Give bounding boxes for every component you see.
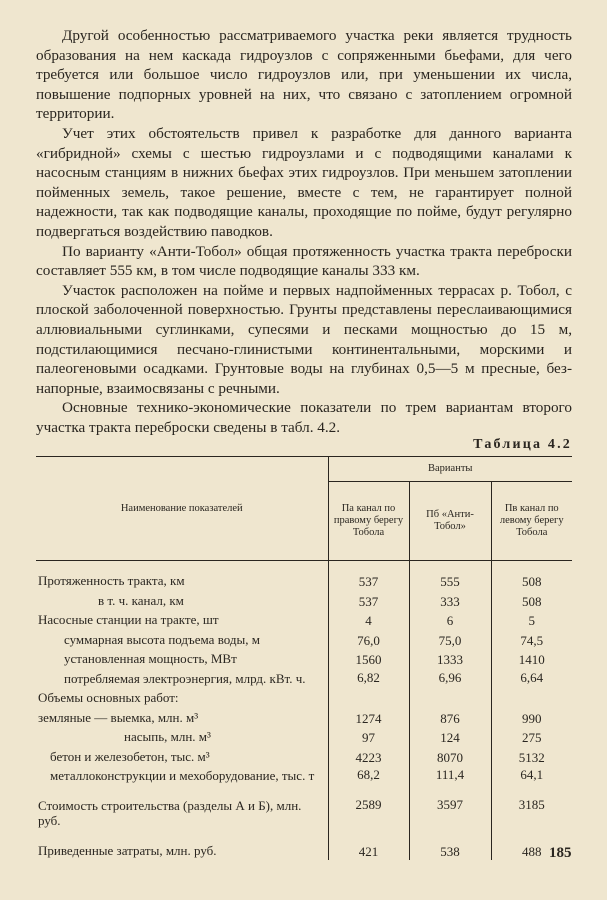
row-label: Объемы основных работ: <box>38 690 179 706</box>
table-row <box>36 571 572 591</box>
header-col-2: Пб «Анти-Тобол» <box>409 482 491 561</box>
cell: 537 <box>328 591 409 611</box>
cell: 1410 <box>491 649 572 669</box>
data-table <box>36 456 572 860</box>
paragraph-3: По варианту «Анти-Тобол» общая протяженность участка тракта переброски составляет 555 км, в том числе подводящие каналы 333 км. <box>36 242 572 280</box>
table-row <box>36 747 572 767</box>
cell: 275 <box>491 727 572 747</box>
cell: 990 <box>491 708 572 728</box>
table-row <box>36 766 572 786</box>
header-name: Наименование показателей <box>36 457 328 561</box>
row-label: Стоимость строительства (разделы А и Б), млн. руб. <box>38 797 302 829</box>
cell: 97 <box>328 727 409 747</box>
paragraph-5: Основные технико-экономические показатели по трем вариантам второго участка тракта переброски сведены в табл. 4.2. <box>36 399 572 436</box>
row-label: Приведенные затраты, млн. руб. <box>38 842 217 858</box>
cell: 4 <box>328 610 409 630</box>
table-row <box>36 649 572 669</box>
cell: 75,0 <box>409 630 491 650</box>
table-row <box>36 796 572 831</box>
row-label: установленная мощность, МВт <box>64 651 237 667</box>
table-row <box>36 841 572 861</box>
header-col-3: Пв канал по левому берегу Тобола <box>491 482 572 561</box>
cell: 6,82 <box>328 669 409 689</box>
cell <box>491 688 572 708</box>
cell: 2589 <box>328 796 409 831</box>
cell <box>409 688 491 708</box>
cell: 8070 <box>409 747 491 767</box>
row-label: потребляемая электроэнергия, млрд. кВт. ч. <box>64 670 306 686</box>
page-number: 185 <box>549 845 572 861</box>
cell: 488 <box>491 841 572 861</box>
cell: 111,4 <box>409 766 491 786</box>
cell: 538 <box>409 841 491 861</box>
table-row <box>36 708 572 728</box>
cell: 5 <box>491 610 572 630</box>
header-group: Варианты <box>328 457 572 482</box>
cell: 4223 <box>328 747 409 767</box>
table-row <box>36 591 572 611</box>
paragraph-2: Учет этих обстоятельств привел к разработке для данного варианта «гибридной» схемы с шестью гидроузлами и с подводящими каналами к насосным станциям в нижних бьефах этих гидроузлов. При меньшем затоплении пойменных земель, такое решение, вместе с тем, не гарантирует полной надежности, так как подводящие каналы, проходящие по пойме, будут регулярно подвергаться воздействию паводков. <box>36 124 572 240</box>
cell: 876 <box>409 708 491 728</box>
cell: 68,2 <box>328 766 409 786</box>
cell: 3185 <box>491 796 572 831</box>
row-label: в т. ч. канал, км <box>98 592 184 608</box>
cell: 124 <box>409 727 491 747</box>
page <box>36 26 572 860</box>
paragraph-1: Другой особенностью рассматриваемого участка реки является трудность образования на нем каскада гидроузлов с сопряженными бьефами, для чего требуется или большое число гидроузлов или, при уменьшении их числа, повышение подпорных уровней на них, что связано с затоплением огромной территории. <box>36 27 572 123</box>
cell: 537 <box>328 571 409 591</box>
cell: 6 <box>409 610 491 630</box>
row-label: металлоконструкции и мехоборудование, тыс. т <box>50 768 315 784</box>
cell: 508 <box>491 591 572 611</box>
table-row <box>36 610 572 630</box>
row-label: насыпь, млн. м³ <box>124 729 211 745</box>
cell: 333 <box>409 591 491 611</box>
cell: 64,1 <box>491 766 572 786</box>
cell <box>328 688 409 708</box>
table-row <box>36 688 572 708</box>
cell: 421 <box>328 841 409 861</box>
table-row <box>36 669 572 689</box>
cell: 1333 <box>409 649 491 669</box>
cell: 555 <box>409 571 491 591</box>
cell: 74,5 <box>491 630 572 650</box>
paragraph-4: Участок расположен на пойме и первых надпойменных террасах р. Тобол, с плоской заболоченной поверхностью. Грунты представлены переслаивающимися аллювиальными суглинками, супесями и песками мощностью до 15 м, подстилающимися песчано-глинистыми континентальными, морскими и палеогеновыми осадками. Грунтовые воды на глубинах 0,5—5 м пресные, безнапорные, взаимосвязаны с речными. <box>36 281 572 397</box>
table-row <box>36 727 572 747</box>
row-label: земляные — выемка, млн. м³ <box>38 709 199 725</box>
cell: 6,64 <box>491 669 572 689</box>
cell: 76,0 <box>328 630 409 650</box>
cell: 1560 <box>328 649 409 669</box>
table-row <box>36 630 572 650</box>
row-label: Протяженность тракта, км <box>38 573 185 589</box>
row-label: Насосные станции на тракте, шт <box>38 612 219 628</box>
row-label: суммарная высота подъема воды, м <box>64 631 260 647</box>
table-caption: Таблица 4.2 <box>473 437 572 453</box>
header-col-1: Па канал по правому берегу Тобола <box>328 482 409 561</box>
row-label: бетон и железобетон, тыс. м³ <box>50 748 210 764</box>
cell: 508 <box>491 571 572 591</box>
cell: 3597 <box>409 796 491 831</box>
cell: 1274 <box>328 708 409 728</box>
cell: 6,96 <box>409 669 491 689</box>
cell: 5132 <box>491 747 572 767</box>
